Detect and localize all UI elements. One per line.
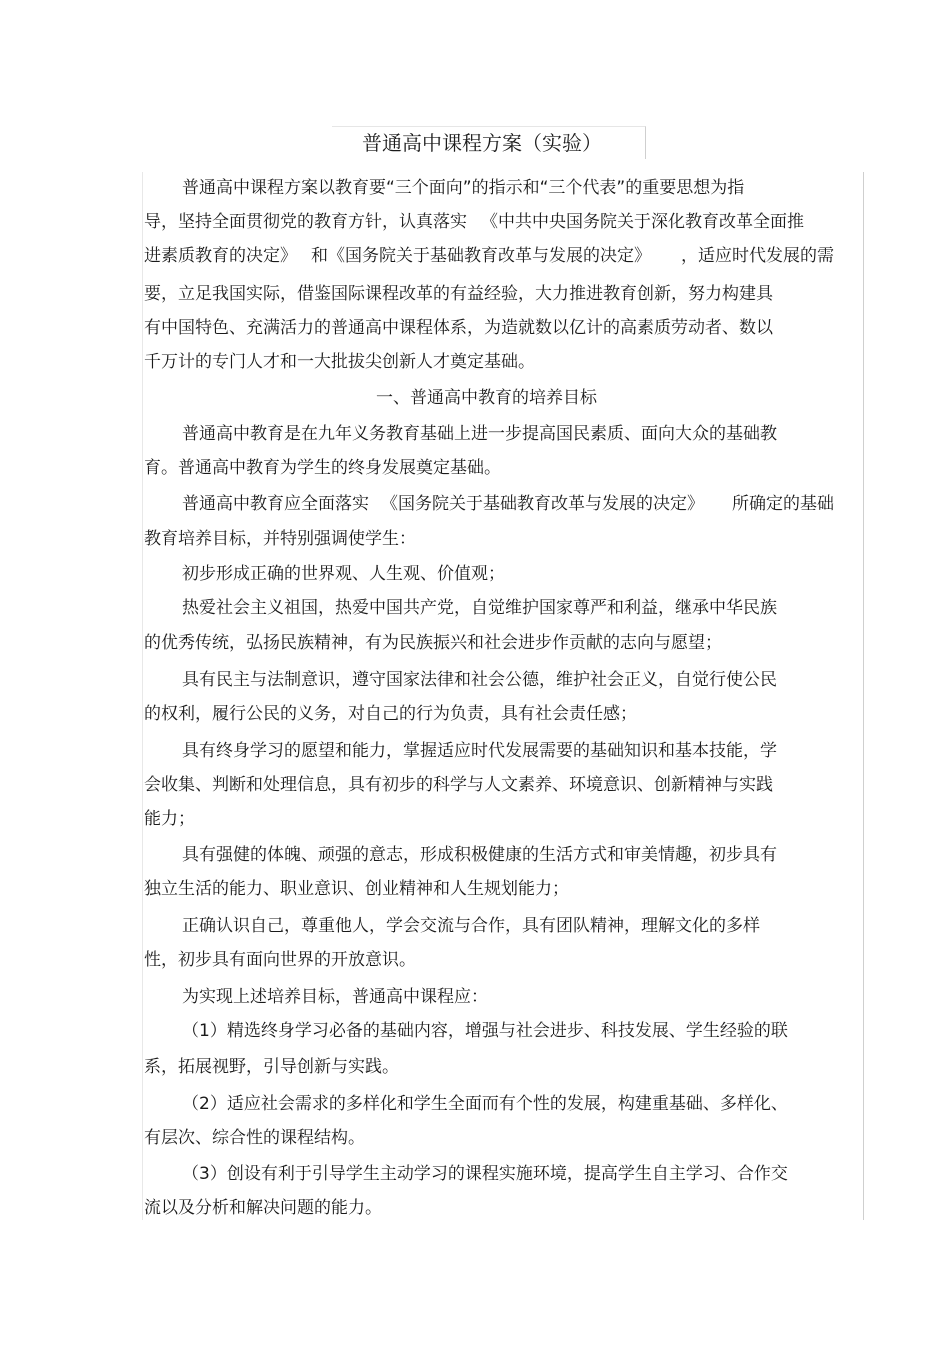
text-segment: 系，拓展视野，引导创新与实践。 — [144, 1057, 399, 1077]
text-segment: 流以及分析和解决问题的能力。 — [144, 1198, 382, 1218]
text-line — [182, 668, 777, 692]
text-segment: 普通高中教育应全面落实 — [182, 494, 369, 514]
text-segment: 和《国务院关于基础教育改革与发展的决定》 — [311, 246, 651, 266]
text-line — [182, 422, 777, 446]
text-segment: 为实现上述培养目标，普通高中课程应： — [182, 987, 488, 1007]
text-line — [144, 807, 195, 831]
title-frame — [332, 126, 646, 159]
text-segment: 育。普通高中教育为学生的终身发展奠定基础。 — [144, 458, 501, 478]
text-segment: 具有强健的体魄、顽强的意志，形成积极健康的生活方式和审美情趣，初步具有 — [182, 845, 777, 865]
text-line — [182, 843, 777, 867]
text-line — [182, 739, 777, 763]
text-segment: 所确定的基础 — [732, 494, 834, 514]
text-segment: 有层次、综合性的课程结构。 — [144, 1128, 365, 1148]
text-segment: 具有民主与法制意识，遵守国家法律和社会公德，维护社会正义，自觉行使公民 — [182, 670, 777, 690]
text-line — [144, 877, 569, 901]
text-segment: 的权利，履行公民的义务，对自己的行为负责，具有社会责任感； — [144, 704, 637, 724]
text-segment: 千万计的专门人才和一大批拔尖创新人才奠定基础。 — [144, 352, 535, 372]
text-segment: （3）创设有利于引导学生主动学习的课程实施环境，提高学生自主学习、合作交 — [182, 1164, 788, 1184]
text-line — [144, 244, 834, 268]
text-line — [144, 702, 637, 726]
text-line — [144, 210, 804, 234]
text-segment: 能力； — [144, 809, 195, 829]
text-segment: 有中国特色、充满活力的普通高中课程体系，为造就数以亿计的高素质劳动者、数以 — [144, 318, 773, 338]
text-line — [144, 316, 773, 340]
text-segment: 导，坚持全面贯彻党的教育方针，认真落实 — [144, 212, 467, 232]
document-title: 普通高中课程方案（实验） — [362, 131, 602, 155]
text-segment: 要，立足我国实际，借鉴国际课程改革的有益经验，大力推进教育创新，努力构建具 — [144, 284, 773, 304]
text-line — [144, 350, 535, 374]
text-segment: ，适应时代发展的需 — [681, 246, 834, 266]
text-segment: 的优秀传统，弘扬民族精神，有为民族振兴和社会进步作贡献的志向与愿望； — [144, 633, 722, 653]
text-segment: 会收集、判断和处理信息，具有初步的科学与人文素养、环境意识、创新精神与实践 — [144, 775, 773, 795]
text-segment: 《国务院关于基础教育改革与发展的决定》 — [381, 494, 704, 514]
text-line — [144, 456, 501, 480]
text-line — [376, 386, 597, 410]
text-line — [182, 1092, 788, 1116]
text-segment: 《中共中央国务院关于深化教育改革全面推 — [481, 212, 804, 232]
text-segment: 进素质教育的决定》 — [144, 246, 297, 266]
text-line — [144, 527, 416, 551]
text-line — [144, 1196, 382, 1220]
text-line — [182, 914, 760, 938]
text-line — [144, 948, 416, 972]
text-line — [182, 1019, 788, 1043]
text-line — [182, 596, 777, 620]
text-segment: （2）适应社会需求的多样化和学生全面而有个性的发展，构建重基础、多样化、 — [182, 1094, 788, 1114]
text-line — [144, 1055, 399, 1079]
text-line — [182, 562, 505, 586]
text-segment: 普通高中课程方案以教育要“三个面向”的指示和“三个代表”的重要思想为指 — [182, 178, 745, 198]
text-line — [182, 1162, 788, 1186]
text-segment: 一、普通高中教育的培养目标 — [376, 388, 597, 408]
text-segment: 热爱社会主义祖国，热爱中国共产党，自觉维护国家尊严和利益，继承中华民族 — [182, 598, 777, 618]
text-segment: 教育培养目标，并特别强调使学生： — [144, 529, 416, 549]
text-line — [144, 773, 773, 797]
text-line — [144, 1126, 365, 1150]
text-segment: 初步形成正确的世界观、人生观、价值观； — [182, 564, 505, 584]
text-line — [182, 985, 488, 1009]
text-segment: 具有终身学习的愿望和能力，掌握适应时代发展需要的基础知识和基本技能，学 — [182, 741, 777, 761]
text-segment: （1）精选终身学习必备的基础内容，增强与社会进步、科技发展、学生经验的联 — [182, 1021, 788, 1041]
text-segment: 普通高中教育是在九年义务教育基础上进一步提高国民素质、面向大众的基础教 — [182, 424, 777, 444]
text-line — [182, 176, 744, 200]
text-line — [144, 631, 722, 655]
text-line — [182, 492, 834, 516]
text-segment: 性，初步具有面向世界的开放意识。 — [144, 950, 416, 970]
text-segment: 独立生活的能力、职业意识、创业精神和人生规划能力； — [144, 879, 569, 899]
text-segment: 正确认识自己，尊重他人，学会交流与合作，具有团队精神，理解文化的多样 — [182, 916, 760, 936]
text-line — [144, 282, 773, 306]
